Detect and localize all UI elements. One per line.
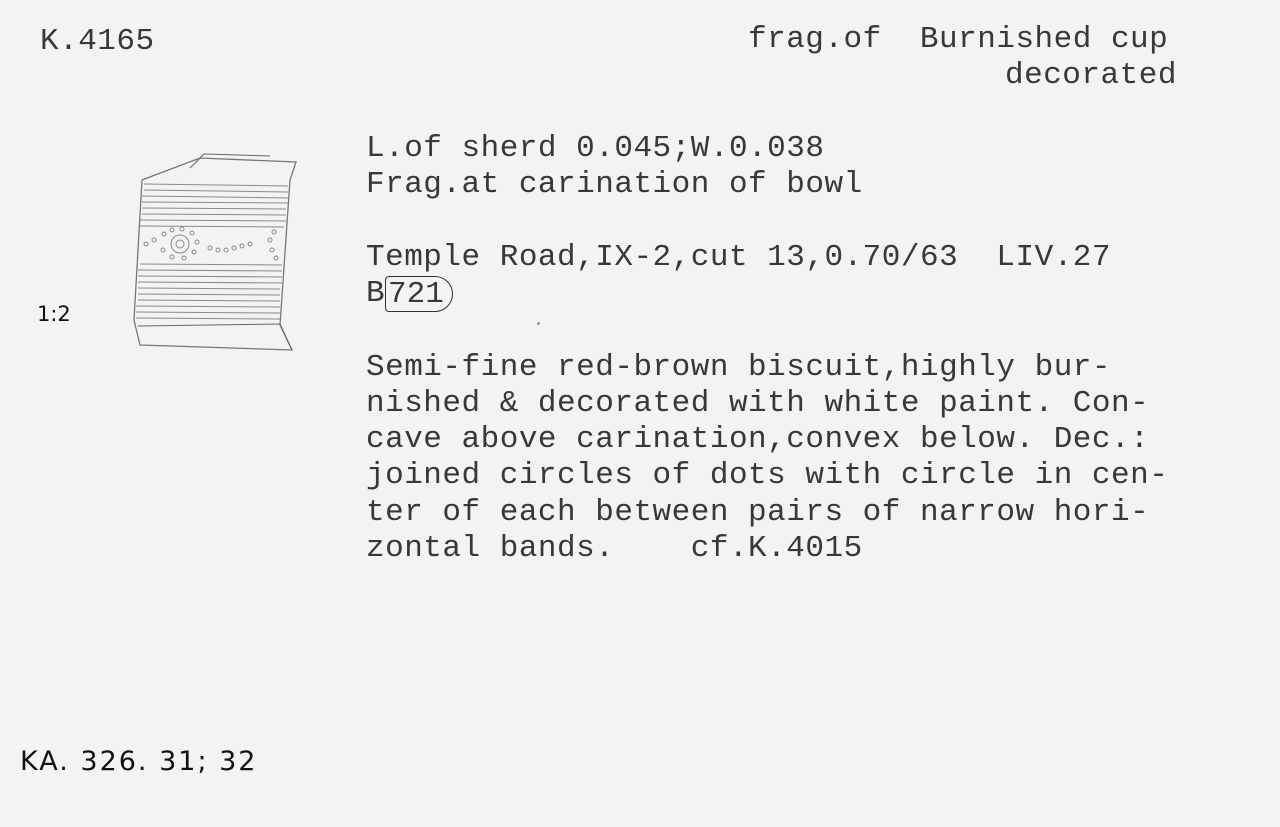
basket-prefix: B	[366, 276, 386, 311]
findspot-line: Temple Road,IX-2,cut 13,0.70/63 LIV.27	[366, 240, 1112, 275]
pencil-dot	[537, 322, 540, 325]
object-title-line-1: frag.of Burnished cup	[748, 22, 1169, 57]
description-line: zontal bands. cf.K.4015	[366, 531, 863, 566]
description-line: Semi-fine red-brown biscuit,highly bur-	[366, 350, 1112, 385]
description-line: cave above carination,convex below. Dec.:	[366, 422, 1150, 457]
catalog-number: K.4165	[40, 24, 155, 59]
description-line: ter of each between pairs of narrow hori-	[366, 495, 1150, 530]
scale-note: 1:2	[37, 302, 71, 326]
fragment-note-line: Frag.at carination of bowl	[366, 167, 863, 202]
description-line: nished & decorated with white paint. Con-	[366, 386, 1150, 421]
basket-number-box: 721	[385, 276, 453, 312]
description-line: joined circles of dots with circle in cen-	[366, 458, 1169, 493]
object-title-line-2: decorated	[1005, 58, 1177, 93]
sherd-sketch-image	[120, 140, 310, 360]
dimensions-line: L.of sherd 0.045;W.0.038	[366, 131, 825, 166]
ka-reference: KA. 326. 31; 32	[20, 746, 258, 777]
